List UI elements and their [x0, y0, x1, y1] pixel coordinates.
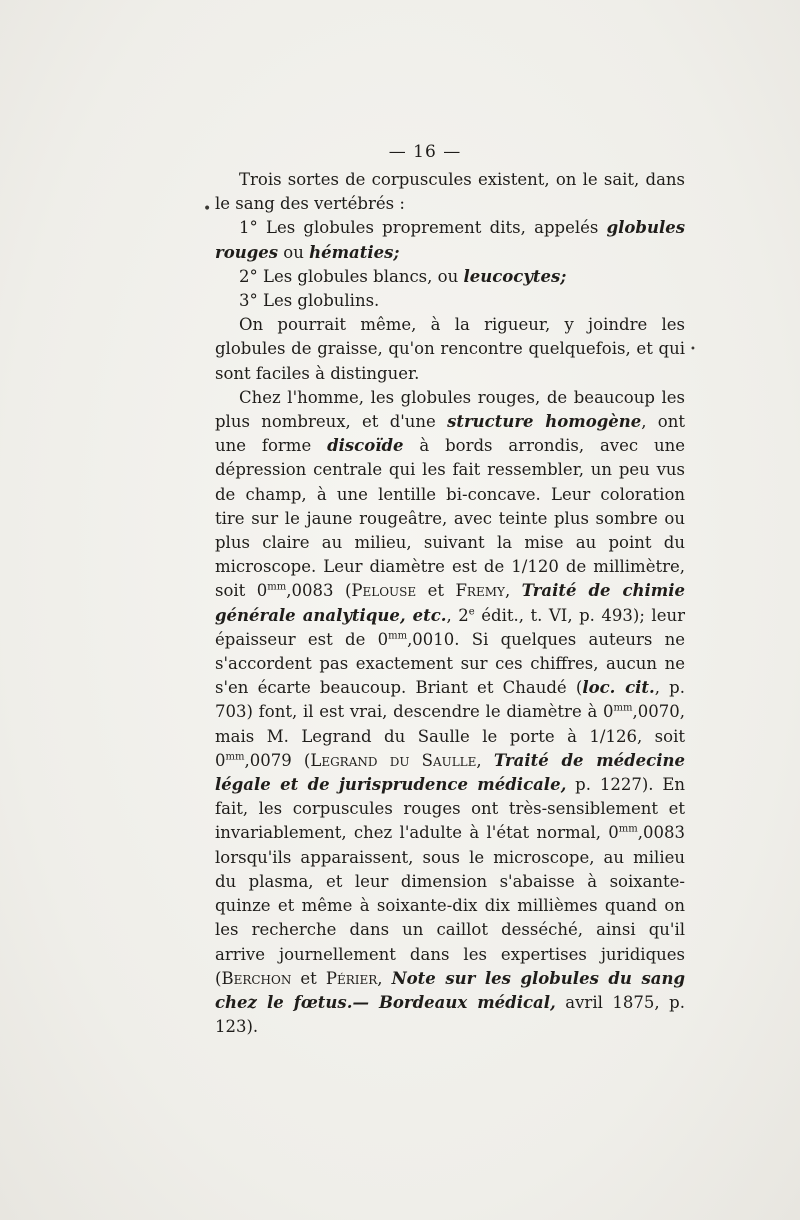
paragraph: 3° Les globulins.	[239, 291, 380, 311]
paragraph: Trois sortes de corpuscules existent, on le sait, dans le sang des vertébrés :	[215, 170, 685, 214]
page-number: — 16 —	[388, 142, 462, 162]
paragraph: 2° Les globules blancs, ou leucocytes;	[239, 266, 567, 286]
paragraph: On pourrait même, à la rigueur, y joindre les globules de graisse, qu'on rencontre quelquefois, et qui sont faciles à distinguer.	[215, 315, 685, 383]
margin-mark: •	[690, 344, 696, 355]
body-text	[215, 168, 685, 1039]
paragraph: Chez l'homme, les globules rouges, de beaucoup les plus nombreux, et d'une structure homogène, ont une forme discoïde à bords arrondis, avec une dépression centrale qui les fait ressembler, un peu vus de champ, à une lentille bi-concave. Leur coloration tire sur le jaune rougeâtre, avec teinte plus sombre ou plus claire au milieu, suivant la mise au point du microscope. Leur diamètre est de 1/120 de millimètre, soit $0^{mm},0083$ (Pelouse et Fremy, Traité de chimie générale analytique, etc., 2e édit., t. VI, p. 493); leur épaisseur est de $0^{mm},0010$. Si quelques auteurs ne s'accordent pas exactement sur ces chiffres, aucun ne s'en écarte beaucoup. Briant et Chaudé (loc. cit., p. 703) font, il est vrai, descendre le diamètre à $0^{mm},0070$, mais M. Legrand du Saulle le porte à 1/126, soit $0^{mm},0079$ (Legrand du Saulle, Traité de médecine légale et de jurisprudence médicale, p. 1227). En fait, les corpuscules rouges ont très-sensiblement et invariablement, chez l'adulte à l'état normal, $0^{mm},0083$ lorsqu'ils apparaissent, sous le microscope, au milieu du plasma, et leur dimension s'abaisse à soixante-quinze et même à soixante-dix dix millièmes quand on les recherche dans un caillot desséché, ainsi qu'il arrive journellement dans les expertises juridiques (Berchon et Périer, Note sur les globules du sang chez le fœtus.— Bordeaux médical, avril 1875, p. 123).	[215, 387, 686, 1037]
paragraph: 1° Les globules proprement dits, appelés globules rouges ou hématies;	[215, 218, 685, 262]
margin-mark: •	[203, 201, 212, 217]
